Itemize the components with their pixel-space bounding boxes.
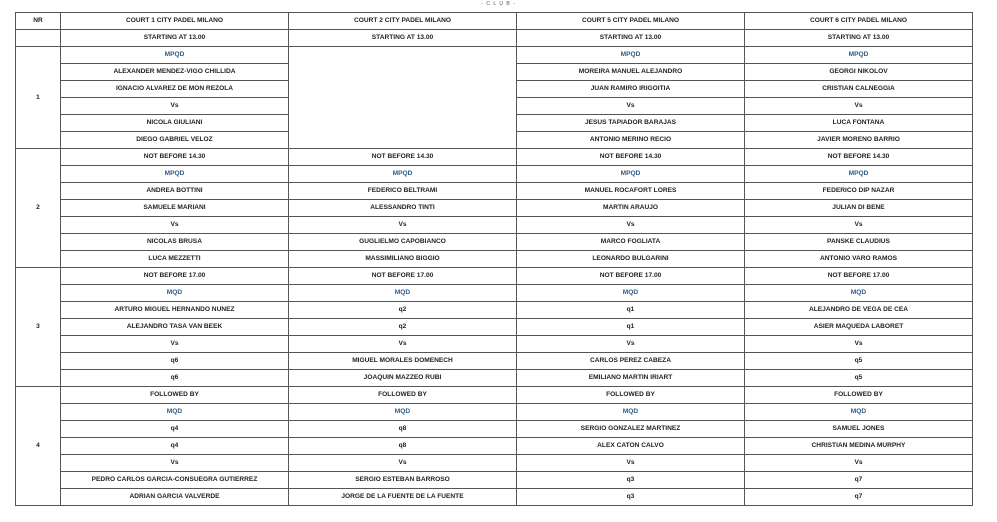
- player-name: EMILIANO MARTIN IRIART: [517, 370, 745, 387]
- match-line-row: [16, 47, 973, 64]
- versus-label: Vs: [517, 336, 745, 353]
- empty-cell: [16, 30, 61, 47]
- player-name: q4: [61, 438, 289, 455]
- versus-label: Vs: [517, 217, 745, 234]
- round-time-row: [16, 387, 973, 404]
- player-name: q7: [745, 472, 973, 489]
- category-label: MQD: [745, 404, 973, 421]
- player-name: FEDERICO DIP NAZAR: [745, 183, 973, 200]
- player-name: q3: [517, 489, 745, 506]
- player-name: ALESSANDRO TINTI: [289, 200, 517, 217]
- court-name: COURT 6 CITY PADEL MILANO: [745, 13, 973, 30]
- player-name: LUCA MEZZETTI: [61, 251, 289, 268]
- category-label: MQD: [61, 285, 289, 302]
- player-name: PEDRO CARLOS GARCIA-CONSUEGRA GUTIERREZ: [61, 472, 289, 489]
- player-name: LUCA FONTANA: [745, 115, 973, 132]
- player-name: CARLOS PEREZ CABEZA: [517, 353, 745, 370]
- category-label: MPQD: [745, 166, 973, 183]
- category-label: MPQD: [289, 166, 517, 183]
- match-line-row: [16, 421, 973, 438]
- time-slot: NOT BEFORE 14.30: [517, 149, 745, 166]
- player-name: LEONARDO BULGARINI: [517, 251, 745, 268]
- time-slot: FOLLOWED BY: [517, 387, 745, 404]
- category-label: MQD: [289, 285, 517, 302]
- category-label: MQD: [517, 404, 745, 421]
- player-name: SERGIO ESTEBAN BARROSO: [289, 472, 517, 489]
- player-name: JORGE DE LA FUENTE DE LA FUENTE: [289, 489, 517, 506]
- player-name: NICOLA GIULIANI: [61, 115, 289, 132]
- court-name: COURT 2 CITY PADEL MILANO: [289, 13, 517, 30]
- versus-label: Vs: [745, 455, 973, 472]
- empty-court-slot: [289, 47, 517, 149]
- category-label: MPQD: [61, 166, 289, 183]
- player-name: q4: [61, 421, 289, 438]
- player-name: ANTONIO VARO RAMOS: [745, 251, 973, 268]
- player-name: q8: [289, 438, 517, 455]
- match-line-row: [16, 217, 973, 234]
- player-name: SERGIO GONZALEZ MARTINEZ: [517, 421, 745, 438]
- match-line-row: [16, 251, 973, 268]
- time-slot: FOLLOWED BY: [289, 387, 517, 404]
- match-line-row: [16, 489, 973, 506]
- player-name: JUAN RAMIRO IRIGOITIA: [517, 81, 745, 98]
- start-time: STARTING AT 13.00: [745, 30, 973, 47]
- time-slot: NOT BEFORE 17.00: [517, 268, 745, 285]
- round-number: 4: [16, 387, 61, 506]
- versus-label: Vs: [745, 217, 973, 234]
- match-line-row: [16, 438, 973, 455]
- player-name: SAMUELE MARIANI: [61, 200, 289, 217]
- versus-label: Vs: [745, 98, 973, 115]
- round-number: 2: [16, 149, 61, 268]
- versus-label: Vs: [289, 217, 517, 234]
- player-name: GEORGI NIKOLOV: [745, 64, 973, 81]
- category-label: MPQD: [745, 47, 973, 64]
- category-label: MQD: [289, 404, 517, 421]
- versus-label: Vs: [61, 336, 289, 353]
- category-label: MPQD: [517, 47, 745, 64]
- player-name: JAVIER MORENO BARRIO: [745, 132, 973, 149]
- match-line-row: [16, 404, 973, 421]
- category-label: MQD: [61, 404, 289, 421]
- player-name: q2: [289, 319, 517, 336]
- category-label: MPQD: [517, 166, 745, 183]
- match-line-row: [16, 302, 973, 319]
- time-slot: NOT BEFORE 14.30: [745, 149, 973, 166]
- player-name: q1: [517, 302, 745, 319]
- match-line-row: [16, 336, 973, 353]
- player-name: MOREIRA MANUEL ALEJANDRO: [517, 64, 745, 81]
- round-time-row: [16, 268, 973, 285]
- player-name: q5: [745, 370, 973, 387]
- match-line-row: [16, 370, 973, 387]
- player-name: ALEXANDER MENDEZ-VIGO CHILLIDA: [61, 64, 289, 81]
- start-time: STARTING AT 13.00: [517, 30, 745, 47]
- player-name: MASSIMILIANO BIGGIO: [289, 251, 517, 268]
- match-line-row: [16, 319, 973, 336]
- time-slot: NOT BEFORE 17.00: [289, 268, 517, 285]
- player-name: ANTONIO MERINO RECIO: [517, 132, 745, 149]
- match-line-row: [16, 166, 973, 183]
- start-time: STARTING AT 13.00: [61, 30, 289, 47]
- time-slot: NOT BEFORE 14.30: [61, 149, 289, 166]
- time-slot: FOLLOWED BY: [61, 387, 289, 404]
- nr-header: NR: [16, 13, 61, 30]
- player-name: ARTURO MIGUEL HERNANDO NUNEZ: [61, 302, 289, 319]
- match-line-row: [16, 455, 973, 472]
- player-name: ALEX CATON CALVO: [517, 438, 745, 455]
- round-number: 3: [16, 268, 61, 387]
- player-name: q1: [517, 319, 745, 336]
- player-name: SAMUEL JONES: [745, 421, 973, 438]
- versus-label: Vs: [61, 455, 289, 472]
- player-name: q5: [745, 353, 973, 370]
- player-name: NICOLAS BRUSA: [61, 234, 289, 251]
- category-label: MQD: [517, 285, 745, 302]
- time-slot: NOT BEFORE 17.00: [61, 268, 289, 285]
- player-name: q6: [61, 370, 289, 387]
- versus-label: Vs: [517, 455, 745, 472]
- player-name: q7: [745, 489, 973, 506]
- club-watermark: - C L U B -: [481, 1, 516, 7]
- player-name: ALEJANDRO DE VEGA DE CEA: [745, 302, 973, 319]
- player-name: CRISTIAN CALNEGGIA: [745, 81, 973, 98]
- player-name: JOAQUIN MAZZEO RUBI: [289, 370, 517, 387]
- player-name: FEDERICO BELTRAMI: [289, 183, 517, 200]
- time-slot: NOT BEFORE 17.00: [745, 268, 973, 285]
- starting-time-row: [16, 30, 973, 47]
- player-name: JULIAN DI BENE: [745, 200, 973, 217]
- court-name: COURT 1 CITY PADEL MILANO: [61, 13, 289, 30]
- category-label: MQD: [745, 285, 973, 302]
- player-name: MARCO FOGLIATA: [517, 234, 745, 251]
- player-name: PANSKE CLAUDIUS: [745, 234, 973, 251]
- round-number: 1: [16, 47, 61, 149]
- player-name: ASIER MAQUEDA LABORET: [745, 319, 973, 336]
- player-name: q2: [289, 302, 517, 319]
- player-name: q8: [289, 421, 517, 438]
- player-name: CHRISTIAN MEDINA MURPHY: [745, 438, 973, 455]
- player-name: ALEJANDRO TASA VAN BEEK: [61, 319, 289, 336]
- versus-label: Vs: [289, 336, 517, 353]
- schedule-table: [15, 12, 973, 506]
- time-slot: FOLLOWED BY: [745, 387, 973, 404]
- versus-label: Vs: [289, 455, 517, 472]
- match-line-row: [16, 183, 973, 200]
- player-name: MIGUEL MORALES DOMENECH: [289, 353, 517, 370]
- match-line-row: [16, 234, 973, 251]
- time-slot: NOT BEFORE 14.30: [289, 149, 517, 166]
- court-name: COURT 5 CITY PADEL MILANO: [517, 13, 745, 30]
- player-name: MANUEL ROCAFORT LORES: [517, 183, 745, 200]
- player-name: ADRIAN GARCIA VALVERDE: [61, 489, 289, 506]
- player-name: JESUS TAPIADOR BARAJAS: [517, 115, 745, 132]
- court-header-row: [16, 13, 973, 30]
- match-line-row: [16, 285, 973, 302]
- start-time: STARTING AT 13.00: [289, 30, 517, 47]
- versus-label: Vs: [745, 336, 973, 353]
- match-line-row: [16, 353, 973, 370]
- player-name: DIEGO GABRIEL VELOZ: [61, 132, 289, 149]
- versus-label: Vs: [61, 98, 289, 115]
- player-name: IGNACIO ALVAREZ DE MON REZOLA: [61, 81, 289, 98]
- player-name: GUGLIELMO CAPOBIANCO: [289, 234, 517, 251]
- player-name: ANDREA BOTTINI: [61, 183, 289, 200]
- versus-label: Vs: [61, 217, 289, 234]
- player-name: MARTIN ARAUJO: [517, 200, 745, 217]
- match-line-row: [16, 472, 973, 489]
- player-name: q6: [61, 353, 289, 370]
- round-time-row: [16, 149, 973, 166]
- category-label: MPQD: [61, 47, 289, 64]
- player-name: q3: [517, 472, 745, 489]
- versus-label: Vs: [517, 98, 745, 115]
- match-line-row: [16, 200, 973, 217]
